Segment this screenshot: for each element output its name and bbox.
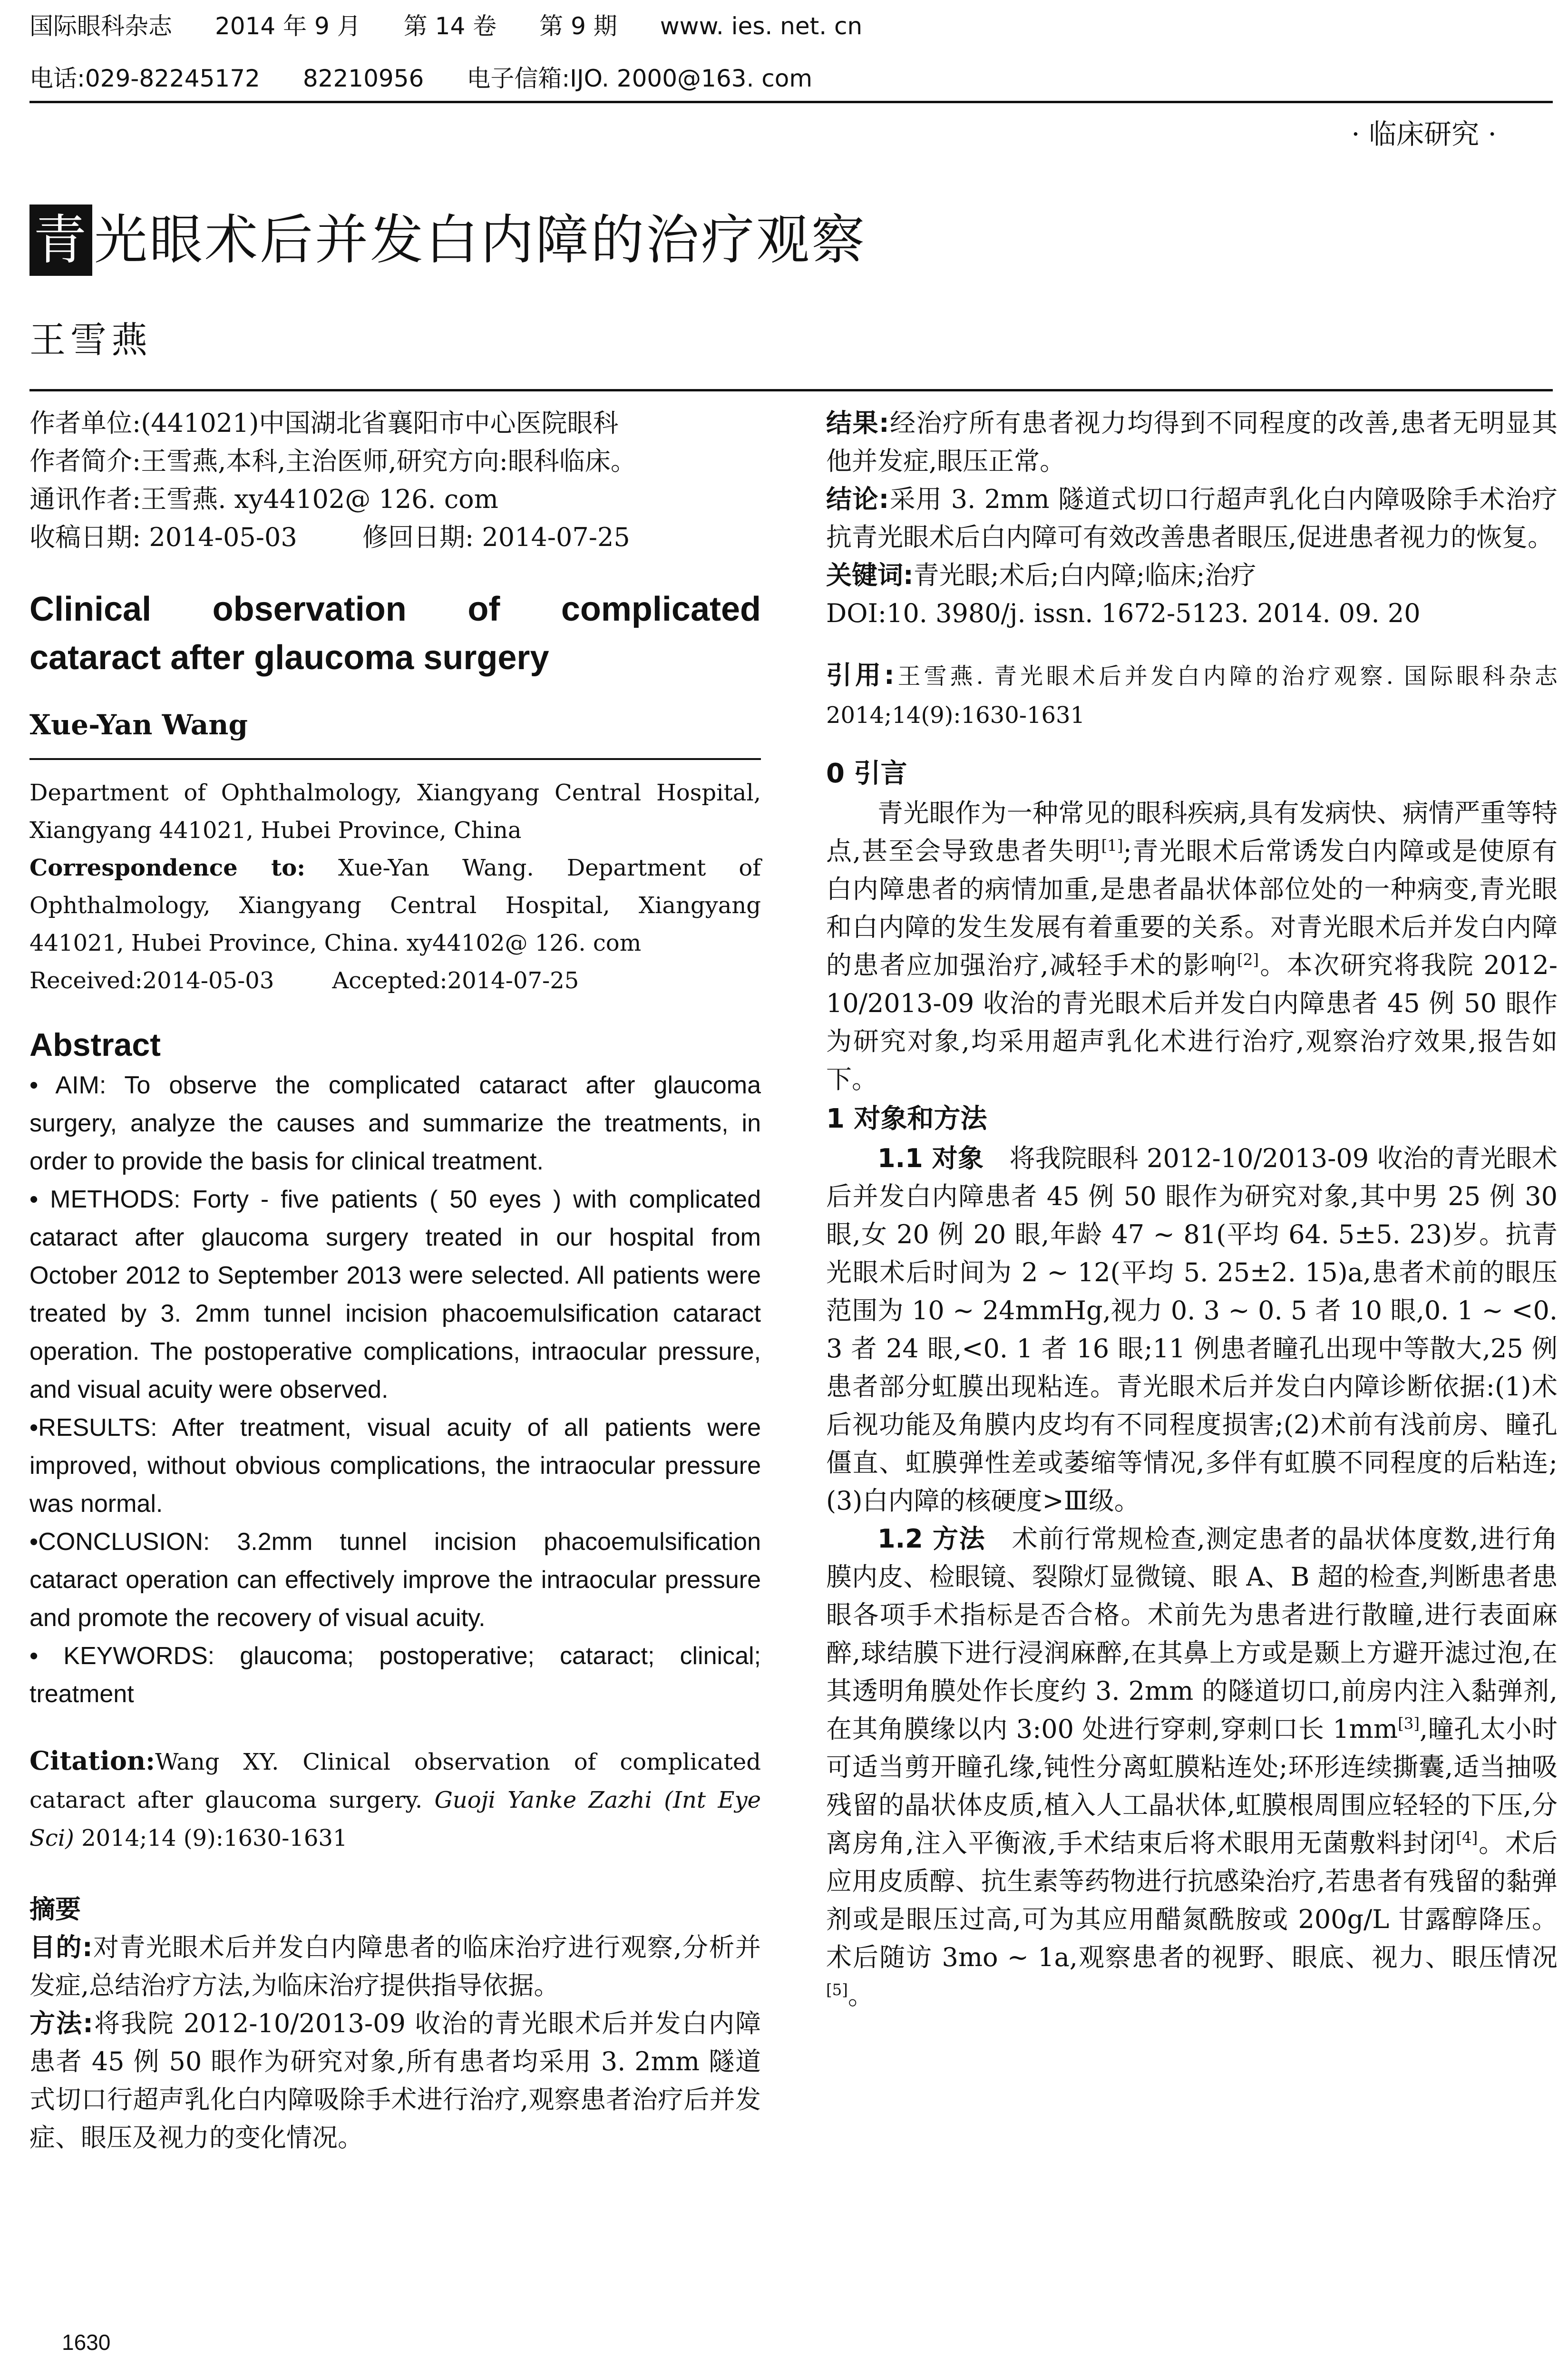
journal-header-line-1 bbox=[29, 10, 905, 43]
citation-label: Citation: bbox=[29, 1745, 156, 1776]
department-line-2: Xiangyang 441021, Hubei Province, China bbox=[29, 817, 522, 844]
results-label: 结果: bbox=[826, 408, 889, 438]
subsection-1-1: 1.1 对象 bbox=[877, 1143, 984, 1173]
issue-number: 第 9 期 bbox=[539, 12, 617, 40]
zhaiyao-heading: 摘要 bbox=[29, 1894, 81, 1924]
english-title-line-1: Clinical observation of complicated bbox=[29, 590, 761, 628]
citation-cn-label: 引用: bbox=[826, 660, 895, 690]
phone: 电话:029-82245172 bbox=[29, 65, 260, 92]
ref-3[interactable]: [3] bbox=[1398, 1715, 1420, 1733]
conclusion-label: 结论: bbox=[826, 484, 889, 514]
received-dates-cn: 收稿日期: 2014-05-03 修回日期: 2014-07-25 bbox=[29, 522, 630, 552]
objective-label: 目的: bbox=[29, 1932, 93, 1962]
abstract-conclusion: •CONCLUSION: 3.2mm tunnel incision phacoemulsification cataract operation can effectively improve the intraocular pressure and promote the recovery of visual acuity. bbox=[29, 1528, 761, 1632]
english-author: Xue-Yan Wang bbox=[29, 709, 248, 741]
english-title bbox=[29, 585, 761, 682]
received-accepted: Received:2014-05-03 Accepted:2014-07-25 bbox=[29, 967, 579, 994]
methods-cn bbox=[29, 2005, 761, 2157]
citation-text: Wang XY. Clinical observation of complicated cataract after glaucoma surgery. bbox=[29, 1749, 761, 1813]
abstract-results: •RESULTS: After treatment, visual acuity of all patients were improved, without obvious complications, the intraocular pressure was normal. bbox=[29, 1414, 761, 1518]
correspondence-label: Correspondence to: bbox=[29, 855, 305, 881]
methods-text: 将我院 2012-10/2013-09 收治的青光眼术后并发白内障患者 45 例 50 眼作为研究对象,所有患者均采用 3. 2mm 隧道式切口行超声乳化白内障吸除手术进行治疗,观察患者治疗后并发症、眼压及视力的变化情况。 bbox=[29, 2008, 761, 2153]
results-cn bbox=[826, 404, 1558, 480]
department-line-1: Department of Ophthalmology, Xiangyang Central Hospital, bbox=[29, 779, 761, 806]
keywords-cn bbox=[826, 556, 1558, 594]
section-0-heading: 0 引言 bbox=[826, 758, 907, 789]
ref-4[interactable]: [4] bbox=[1456, 1829, 1478, 1847]
journal-header-line-2 bbox=[29, 62, 855, 95]
conclusion-cn bbox=[826, 480, 1558, 556]
subsection-1-2: 1.2 方法 bbox=[877, 1524, 986, 1554]
section-1-heading: 1 对象和方法 bbox=[826, 1103, 987, 1134]
methods-label: 方法: bbox=[29, 2008, 93, 2038]
article-title-cn bbox=[29, 205, 867, 276]
phone-2: 82210956 bbox=[302, 65, 424, 92]
correspondence bbox=[29, 849, 761, 962]
author-bio: 作者简介:王雪燕,本科,主治医师,研究方向:眼科临床。 bbox=[29, 446, 636, 476]
introduction bbox=[826, 794, 1558, 1099]
header-rule bbox=[29, 101, 1553, 103]
ref-5[interactable]: [5] bbox=[826, 1981, 848, 1999]
section-tag: · 临床研究 · bbox=[1351, 118, 1497, 150]
title-rule bbox=[29, 389, 1553, 391]
objective-cn bbox=[29, 1929, 761, 2005]
correspondence-text: Xue-Yan Wang. Department of Ophthalmology, Xiangyang Central Hospital, Xiangyang 441021, Hubei Province, China. xy44102@ 126. com bbox=[29, 855, 761, 956]
author-cn: 王雪燕 bbox=[29, 319, 152, 361]
objective-text: 对青光眼术后并发白内障患者的临床治疗进行观察,分析并发症,总结治疗方法,为临床治疗提供指导依据。 bbox=[29, 1932, 761, 2000]
conclusion-text: 采用 3. 2mm 隧道式切口行超声乳化白内障吸除手术治疗抗青光眼术后白内障可有效改善患者眼压,促进患者视力的恢复。 bbox=[826, 484, 1558, 552]
journal-website[interactable]: www. ies. net. cn bbox=[660, 12, 863, 40]
journal-name: 国际眼科杂志 bbox=[29, 12, 172, 40]
author-info bbox=[29, 404, 761, 556]
doi: DOI:10. 3980/j. issn. 1672-5123. 2014. 09. 20 bbox=[826, 598, 1421, 628]
abstract-heading: Abstract bbox=[29, 1027, 161, 1063]
abstract-body bbox=[29, 1066, 761, 1713]
subjects-paragraph: 1.1 对象 将我院眼科 2012-10/2013-09 收治的青光眼术后并发白内障患者 45 例 50 眼作为研究对象,其中男 25 例 30 眼,女 20 例 20 眼,年龄 47 ~ 81(平均 64. 5±5. 23)岁。抗青光眼术后时间为 2 ~ 12(平均 5. 25±2. 15)a,患者术前的眼压范围为 10 ~ 24mmHg,视力 0. 3 ~ 0. 5 者 10 眼,0. 1 ~ <0. 3 者 24 眼,<0. 1 者 16 眼;11 例患者瞳孔出现中等散大,25 例患者部分虹膜出现粘连。青光眼术后并发白内障诊断依据:(1)术后视功能及角膜内皮均有不同程度损害;(2)术前有浅前房、瞳孔僵直、虹膜弹性差或萎缩等情况,多伴有虹膜不同程度的后粘连;(3)白内障的核硬度>Ⅲ级。 bbox=[826, 1143, 1558, 1516]
citation-cn-text: 王雪燕. 青光眼术后并发白内障的治疗观察. 国际眼科杂志 2014;14(9):1630-1631 bbox=[826, 663, 1558, 729]
keywords-label: 关键词: bbox=[826, 560, 914, 590]
title-rest: 光眼术后并发白内障的治疗观察 bbox=[94, 209, 867, 271]
subjects-methods bbox=[826, 1140, 1558, 2015]
abstract-aim: • AIM: To observe the complicated cataract after glaucoma surgery, analyze the causes and summarize the treatments, in order to provide the basis for clinical treatment. bbox=[29, 1072, 761, 1175]
citation-journal: Guoji Yanke Zazhi (Int Eye Sci) bbox=[29, 1787, 761, 1851]
keywords-text: 青光眼;术后;白内障;临床;治疗 bbox=[913, 560, 1256, 590]
email[interactable]: 电子信箱:IJO. 2000@163. com bbox=[467, 65, 813, 92]
intro-paragraph: 青光眼作为一种常见的眼科疾病,具有发病快、病情严重等特点,甚至会导致患者失明[1];青光眼术后常诱发白内障或是使原有白内障患者的病情加重,是患者晶状体部位处的一种病变,青光眼和白内障的发生发展有着重要的关系。对青光眼术后并发白内障的患者应加强治疗,减轻手术的影响[2]。本次研究将我院 2012-10/2013-09 收治的青光眼术后并发白内障患者 45 例 50 眼作为研究对象,均采用超声乳化术进行治疗,观察治疗效果,报告如下。 bbox=[826, 798, 1558, 1094]
corresponding-author: 通讯作者:王雪燕. xy44102@ 126. com bbox=[29, 484, 498, 514]
volume: 第 14 卷 bbox=[403, 12, 497, 40]
page-number: 1630 bbox=[62, 2330, 111, 2355]
chinese-abstract-cont bbox=[826, 404, 1558, 633]
right-column bbox=[826, 404, 1558, 2015]
ref-2[interactable]: [2] bbox=[1237, 951, 1259, 969]
author-rule bbox=[29, 758, 761, 760]
citation-tail: 2014;14 (9):1630-1631 bbox=[81, 1825, 348, 1851]
citation-en bbox=[29, 1742, 761, 1857]
ref-1[interactable]: [1] bbox=[1101, 837, 1123, 855]
affiliation: 作者单位:(441021)中国湖北省襄阳市中心医院眼科 bbox=[29, 408, 619, 438]
title-dropcap: 青 bbox=[29, 205, 92, 276]
methods-paragraph: 1.2 方法 术前行常规检查,测定患者的晶状体度数,进行角膜内皮、检眼镜、裂隙灯显微镜、眼 A、B 超的检查,判断患者患眼各项手术指标是否合格。术前先为患者进行散瞳,进行表面麻醉,球结膜下进行浸润麻醉,在其鼻上方或是颞上方避开滤过泡,在其透明角膜处作长度约 3. 2mm 的隧道切口,前房内注入黏弹剂,在其角膜缘以内 3:00 处进行穿刺,穿刺口长 1mm[3],瞳孔太小时可适当剪开瞳孔缘,钝性分离虹膜粘连处;环形连续撕囊,适当抽吸残留的晶状体皮质,植入人工晶状体,虹膜根周围应轻轻的下压,分离房角,注入平衡液,手术结束后将术眼用无菌敷料封闭[4]。术后应用皮质醇、抗生素等药物进行抗感染治疗,若患者有残留的黏弹剂或是眼压过高,可为其应用醋氮酰胺或 200g/L 甘露醇降压。术后随访 3mo ~ 1a,观察患者的视野、眼底、视力、眼压情况[5]。 bbox=[826, 1524, 1558, 2010]
english-affiliation bbox=[29, 774, 761, 1000]
abstract-keywords: • KEYWORDS: glaucoma; postoperative; cataract; clinical; treatment bbox=[29, 1642, 761, 1708]
citation-cn bbox=[826, 656, 1558, 734]
english-title-line-2: cataract after glaucoma surgery bbox=[29, 639, 549, 677]
chinese-abstract bbox=[29, 1929, 761, 2157]
abstract-methods: • METHODS: Forty - five patients ( 50 eyes ) with complicated cataract after glaucoma surgery treated in our hospital from October 2012 to September 2013 were selected. All patients were treated by 3. 2mm tunnel incision phacoemulsification cataract operation. The postoperative complications, intraocular pressure, and visual acuity were observed. bbox=[29, 1186, 761, 1403]
left-column bbox=[29, 404, 761, 2157]
issue-date: 2014 年 9 月 bbox=[215, 12, 361, 40]
results-text: 经治疗所有患者视力均得到不同程度的改善,患者无明显其他并发症,眼压正常。 bbox=[826, 408, 1558, 476]
